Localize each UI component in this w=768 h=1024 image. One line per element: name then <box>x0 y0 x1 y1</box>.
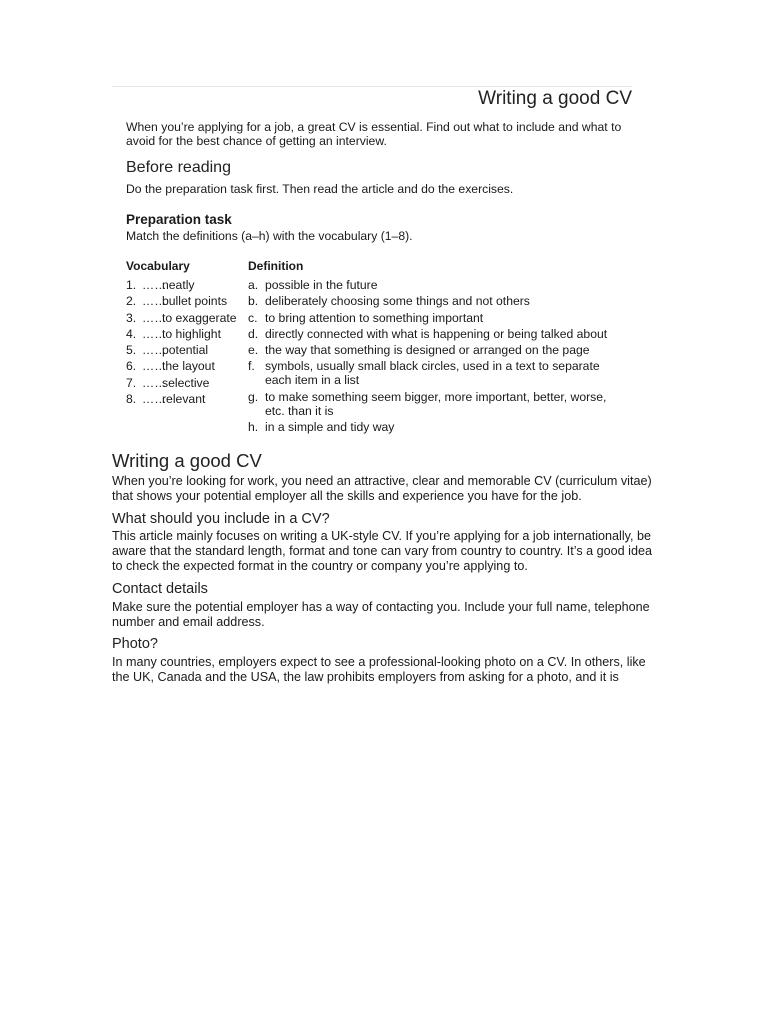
section-text: Make sure the potential employer has a way of contacting you. Include your full name, telephone number and email address. <box>112 600 650 629</box>
definition-item <box>248 311 618 325</box>
answer-blank: …… <box>142 343 167 358</box>
section-heading: What should you include in a CV? <box>112 511 330 527</box>
preparation-task-heading: Preparation task <box>126 212 232 227</box>
answer-blank: …… <box>142 326 167 341</box>
document-title: Writing a good CV <box>478 88 632 109</box>
before-reading-heading: Before reading <box>126 159 231 176</box>
answer-blank: …… <box>142 375 167 390</box>
vocabulary-item <box>126 392 246 408</box>
vocabulary-word: the layout <box>162 359 215 374</box>
answer-blank: …… <box>142 392 167 407</box>
definition-text: directly connected with what is happening or being talked about <box>265 326 608 341</box>
definition-letter: b. <box>248 294 259 309</box>
item-number: 1. <box>126 278 137 292</box>
definition-letter: f. <box>248 359 255 374</box>
vocabulary-item <box>126 376 246 392</box>
definition-item <box>248 343 618 357</box>
definition-item <box>248 420 618 434</box>
definition-text: to make something seem bigger, more important, better, worse, etc. than it is <box>265 389 607 418</box>
answer-blank: …… <box>142 359 167 374</box>
vocabulary-item <box>126 311 246 327</box>
definition-item <box>248 390 618 418</box>
definition-item <box>248 327 618 341</box>
item-number: 8. <box>126 392 137 407</box>
article-intro: When you’re looking for work, you need an attractive, clear and memorable CV (curriculum vitae) that shows your potential employer all the skills and experience you have for the job. <box>112 474 652 503</box>
definition-text: possible in the future <box>265 278 378 292</box>
definition-letter: g. <box>248 389 259 404</box>
section-text: In many countries, employers expect to see a professional-looking photo on a CV. In others, like the UK, Canada and the USA, the law prohibits employers from asking for a photo, and it is <box>112 655 646 684</box>
vocabulary-item <box>126 343 246 359</box>
vocabulary-word: potential <box>162 343 209 358</box>
definition-letter: e. <box>248 343 259 358</box>
definition-text: to bring attention to something important <box>265 310 484 325</box>
vocabulary-word: neatly <box>162 278 195 292</box>
definition-item <box>248 294 618 308</box>
preparation-task-instruction: Match the definitions (a–h) with the vocabulary (1–8). <box>126 229 413 243</box>
vocabulary-item <box>126 294 246 310</box>
item-number: 4. <box>126 326 137 341</box>
definition-list <box>248 278 618 436</box>
answer-blank: …… <box>142 310 167 325</box>
header-divider <box>112 86 632 87</box>
item-number: 6. <box>126 359 137 374</box>
definition-letter: c. <box>248 310 258 325</box>
before-reading-text: Do the preparation task first. Then read the article and do the exercises. <box>126 182 514 196</box>
item-number: 2. <box>126 294 137 309</box>
item-number: 5. <box>126 343 137 358</box>
vocabulary-word: selective <box>162 375 210 390</box>
definition-text: the way that something is designed or arranged on the page <box>265 343 590 358</box>
vocabulary-item <box>126 327 246 343</box>
section-heading: Photo? <box>112 636 158 652</box>
answer-blank: …… <box>142 294 167 309</box>
definition-item <box>248 359 618 387</box>
definition-text: in a simple and tidy way <box>265 420 395 435</box>
item-number: 7. <box>126 375 137 390</box>
article-title: Writing a good CV <box>112 450 262 471</box>
definition-letter: a. <box>248 278 259 292</box>
definition-column-header: Definition <box>248 259 304 273</box>
section-text: This article mainly focuses on writing a UK-style CV. If you’re applying for a job internationally, be aware that the standard length, format and tone can vary from country to country. It’s a good idea to check the expected format in the country or company you’re applying to. <box>112 529 652 573</box>
vocabulary-list <box>126 278 246 408</box>
intro-text: When you’re applying for a job, a great CV is essential. Find out what to include and what to avoid for the best chance of getting an interview. <box>126 120 622 148</box>
vocabulary-word: relevant <box>162 392 206 407</box>
definition-letter: d. <box>248 326 259 341</box>
definition-text: deliberately choosing some things and not others <box>265 294 530 309</box>
vocabulary-item <box>126 278 246 294</box>
definition-item <box>248 278 618 292</box>
section-heading: Contact details <box>112 581 208 597</box>
vocabulary-item <box>126 359 246 375</box>
vocabulary-word: to highlight <box>162 326 221 341</box>
vocabulary-word: to exaggerate <box>162 310 237 325</box>
vocabulary-column-header: Vocabulary <box>126 259 190 273</box>
item-number: 3. <box>126 310 137 325</box>
vocabulary-word: bullet points <box>162 294 228 309</box>
definition-text: symbols, usually small black circles, used in a text to separate each item in a list <box>265 359 600 388</box>
definition-letter: h. <box>248 420 259 435</box>
answer-blank: …… <box>142 278 167 292</box>
